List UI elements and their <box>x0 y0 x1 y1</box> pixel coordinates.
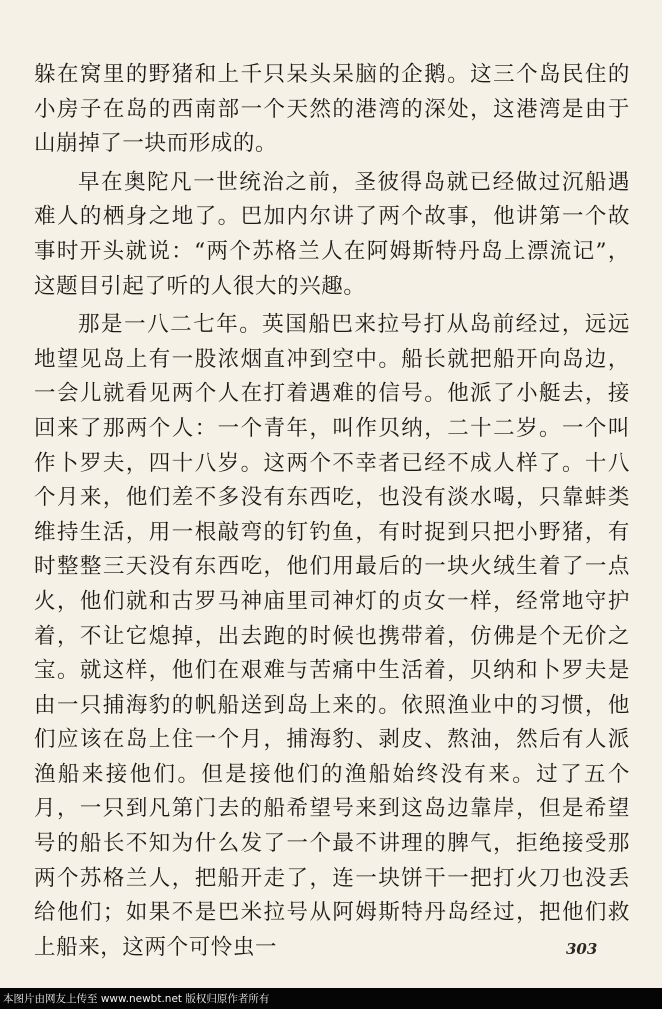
body-text <box>34 58 630 969</box>
paragraph-1: 躲在窝里的野猪和上千只呆头呆脑的企鹅。这三个岛民住的小房子在岛的西南部一个天然的港湾的深处，这港湾是由于山崩掉了一块而形成的。 <box>34 62 630 157</box>
watermark-text: 本图片由网友上传至 www.newbt.net 版权归原作者所有 <box>3 993 270 1005</box>
watermark-bar <box>0 988 662 1009</box>
paragraph-3: 那是一八二七年。英国船巴来拉号打从岛前经过，远远地望见岛上有一股浓烟直冲到空中。船长就把船开向岛边，一会儿就看见两个人在打着遇难的信号。他派了小艇去，接回来了那两个人：一个青年，叫作贝纳，二十二岁。一个叫作卜罗夫，四十八岁。这两个不幸者已经不成人样了。十八个月来，他们差不多没有东西吃，也没有淡水喝，只靠蚌类维持生活，用一根敲弯的钉钓鱼，有时捉到只把小野猪，有时整整三天没有东西吃，他们用最后的一块火绒生着了一点火，他们就和古罗马神庙里司神灯的贞女一样，经常地守护着，不让它熄掉，出去跑的时候也携带着，仿佛是个无价之宝。就这样，他们在艰难与苦痛中生活着，贝纳和卜罗夫是由一只捕海豹的帆船送到岛上来的。依照渔业中的习惯，他们应该在岛上住一个月，捕海豹、剥皮、熬油，然后有人派渔船来接他们。但是接他们的渔船始终没有来。过了五个月，一只到凡第门去的船希望号来到这岛边靠岸，但是希望号的船长不知为什么发了一个最不讲理的脾气，拒绝接受那两个苏格兰人，把船开走了，连一块饼干一把打火刀也没丢给他们；如果不是巴米拉号从阿姆斯特丹岛经过，把他们救上船来，这两个可怜虫一 <box>34 312 630 960</box>
paragraph-2: 早在奥陀凡一世统治之前，圣彼得岛就已经做过沉船遇难人的栖身之地了。巴加内尔讲了两个故事，他讲第一个故事时开头就说：“两个苏格兰人在阿姆斯特丹岛上漂流记”，这题目引起了听的人很大的兴趣。 <box>34 169 630 299</box>
page-number: 303 <box>566 940 598 958</box>
